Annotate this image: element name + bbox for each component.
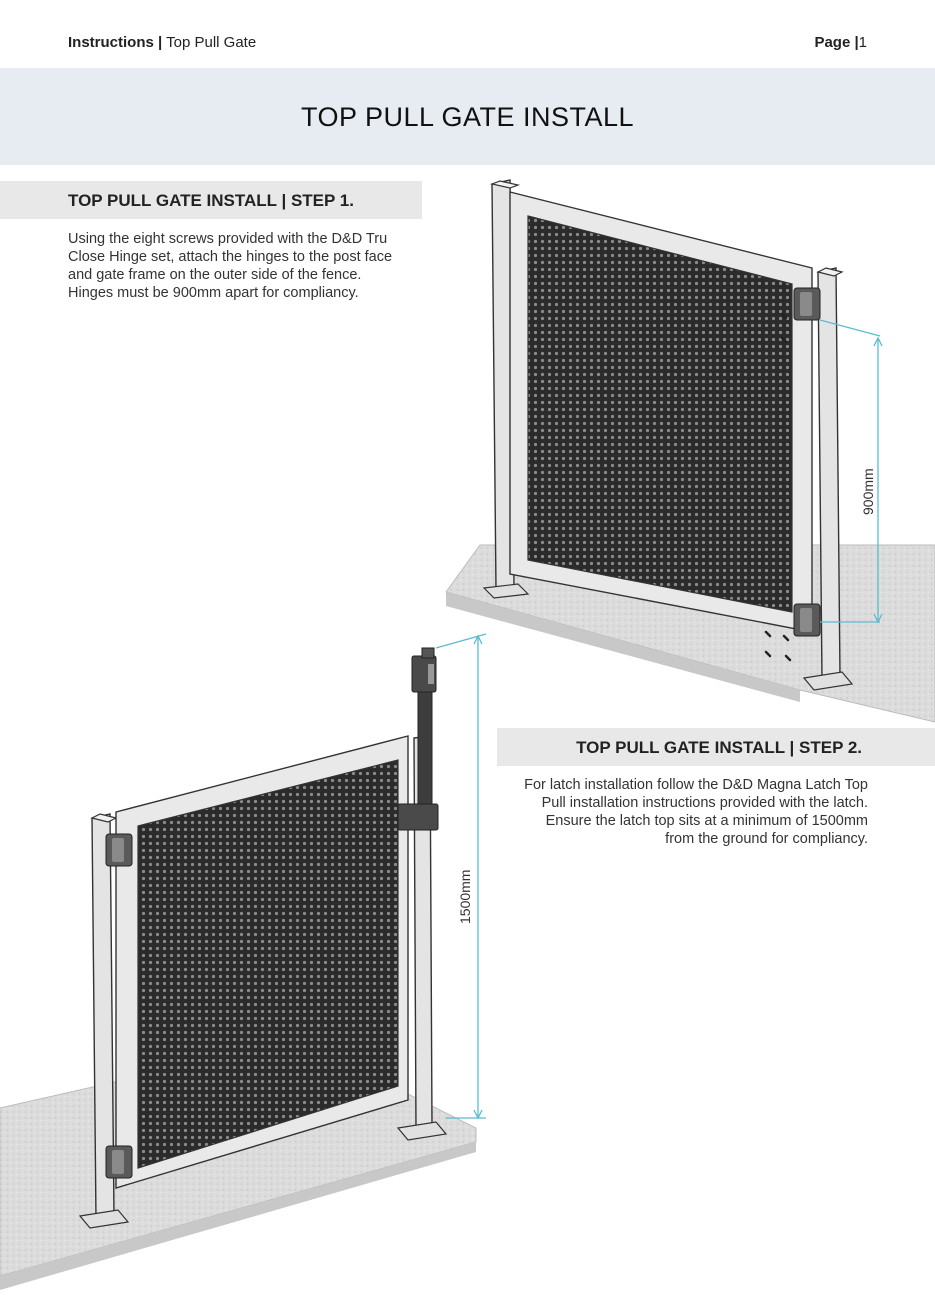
dimension-label-900mm: 900mm — [860, 468, 876, 515]
hinge-bottom-1 — [794, 604, 820, 636]
gate-illustration-step1 — [446, 180, 935, 722]
mesh-panel-1 — [528, 216, 792, 612]
hinge-top-2 — [106, 834, 132, 866]
dimension-label-1500mm: 1500mm — [457, 869, 473, 924]
header-doc-type: Instructions | — [68, 34, 163, 51]
step1-body: Using the eight screws provided with the D&D Tru Close Hinge set, attach the hinges to the post face and gate frame on the outer side of the fence. Hinges must be 900mm apart for compliancy. — [68, 231, 393, 301]
hinge-top-1 — [794, 288, 820, 320]
header-title-text: Top Pull Gate — [166, 34, 257, 51]
page-number: 1 — [858, 34, 867, 51]
step2-body: For latch installation follow the D&D Magna Latch Top Pull installation instructions provided with the latch. Ensure the latch top sits at a minimum of 1500mm from the ground for compliancy. — [524, 777, 868, 847]
step1-heading: TOP PULL GATE INSTALL | STEP 1. — [68, 191, 354, 210]
right-post-1 — [818, 268, 840, 680]
gate-illustration-step2 — [0, 634, 486, 1290]
hinge-bottom-2 — [106, 1146, 132, 1178]
page-title: TOP PULL GATE INSTALL — [300, 102, 635, 132]
page-label: Page | — [814, 34, 859, 51]
step2-heading: TOP PULL GATE INSTALL | STEP 2. — [576, 738, 862, 757]
